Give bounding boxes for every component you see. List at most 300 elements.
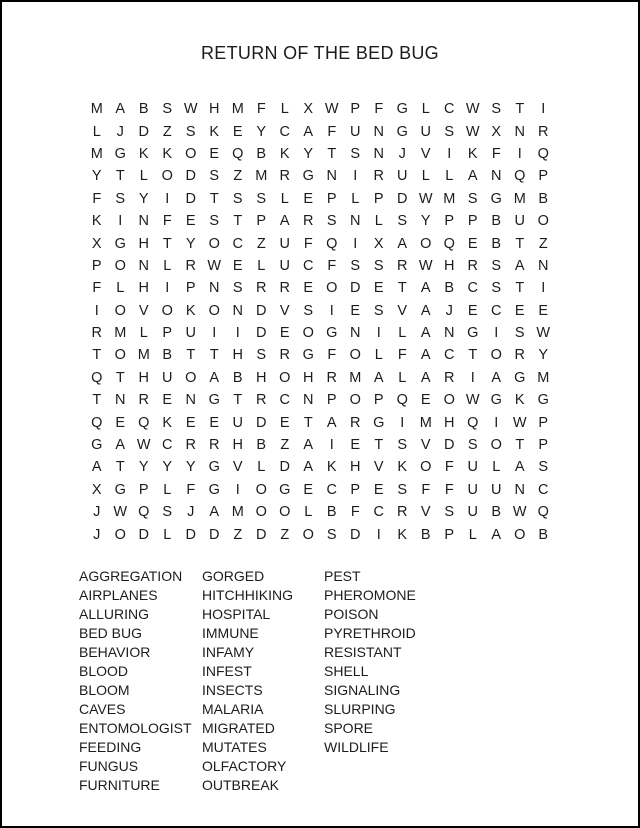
- grid-letter[interactable]: E: [209, 414, 220, 431]
- grid-letter[interactable]: S: [491, 280, 502, 297]
- grid-letter[interactable]: A: [420, 347, 431, 364]
- grid-letter[interactable]: F: [256, 101, 266, 118]
- grid-letter[interactable]: E: [467, 235, 478, 252]
- grid-letter[interactable]: E: [467, 302, 478, 319]
- grid-letter[interactable]: Q: [138, 504, 150, 521]
- grid-letter[interactable]: S: [444, 123, 455, 140]
- grid-letter[interactable]: S: [350, 145, 361, 162]
- grid-letter[interactable]: D: [185, 526, 196, 543]
- grid-letter[interactable]: O: [114, 526, 126, 543]
- grid-letter[interactable]: L: [468, 526, 477, 543]
- word-list-item[interactable]: FUNGUS: [79, 757, 139, 774]
- grid-letter[interactable]: V: [373, 459, 384, 476]
- grid-letter[interactable]: W: [324, 101, 339, 118]
- grid-letter[interactable]: D: [256, 325, 267, 342]
- grid-letter[interactable]: Z: [280, 437, 290, 454]
- word-list-item[interactable]: SHELL: [324, 662, 369, 679]
- grid-letter[interactable]: O: [326, 280, 338, 297]
- grid-letter[interactable]: O: [420, 235, 432, 252]
- grid-letter[interactable]: L: [374, 347, 383, 364]
- grid-letter[interactable]: R: [209, 437, 220, 454]
- grid-letter[interactable]: W: [536, 325, 551, 342]
- grid-letter[interactable]: K: [514, 392, 525, 409]
- grid-letter[interactable]: V: [420, 437, 431, 454]
- grid-letter[interactable]: C: [538, 481, 549, 498]
- word-list-item[interactable]: GORGED: [202, 567, 265, 584]
- grid-letter[interactable]: D: [185, 190, 196, 207]
- grid-letter[interactable]: M: [537, 369, 550, 386]
- grid-letter[interactable]: K: [185, 302, 196, 319]
- grid-letter[interactable]: H: [303, 369, 314, 386]
- grid-letter[interactable]: U: [420, 123, 431, 140]
- grid-letter[interactable]: O: [208, 302, 220, 319]
- word-list-item[interactable]: OUTBREAK: [202, 776, 280, 793]
- grid-letter[interactable]: X: [303, 101, 314, 118]
- grid-letter[interactable]: R: [279, 280, 290, 297]
- grid-letter[interactable]: Z: [256, 235, 266, 252]
- grid-letter[interactable]: E: [538, 302, 549, 319]
- grid-letter[interactable]: G: [302, 168, 314, 185]
- grid-letter[interactable]: T: [233, 392, 243, 409]
- grid-letter[interactable]: N: [209, 280, 220, 297]
- word-list-item[interactable]: POISON: [324, 605, 379, 622]
- grid-letter[interactable]: A: [491, 526, 502, 543]
- grid-letter[interactable]: L: [445, 168, 454, 185]
- grid-letter[interactable]: E: [209, 145, 220, 162]
- grid-letter[interactable]: M: [349, 369, 362, 386]
- grid-letter[interactable]: L: [421, 101, 430, 118]
- grid-letter[interactable]: F: [92, 190, 102, 207]
- word-list-item[interactable]: ALLURING: [79, 605, 150, 622]
- grid-letter[interactable]: Q: [537, 504, 549, 521]
- word-list-item[interactable]: ENTOMOLOGIST: [79, 719, 192, 736]
- grid-letter[interactable]: L: [116, 280, 125, 297]
- grid-letter[interactable]: R: [397, 504, 408, 521]
- word-list-item[interactable]: WILDLIFE: [324, 738, 389, 755]
- grid-letter[interactable]: V: [279, 302, 290, 319]
- grid-letter[interactable]: A: [514, 257, 525, 274]
- grid-letter[interactable]: L: [257, 257, 266, 274]
- grid-letter[interactable]: Y: [538, 347, 549, 364]
- grid-letter[interactable]: A: [115, 437, 126, 454]
- grid-letter[interactable]: W: [113, 504, 128, 521]
- grid-letter[interactable]: B: [232, 369, 243, 386]
- grid-letter[interactable]: F: [327, 347, 337, 364]
- grid-letter[interactable]: I: [376, 526, 381, 543]
- grid-letter[interactable]: U: [397, 168, 408, 185]
- grid-letter[interactable]: I: [212, 325, 217, 342]
- grid-letter[interactable]: G: [279, 481, 291, 498]
- grid-letter[interactable]: F: [327, 123, 337, 140]
- grid-letter[interactable]: R: [91, 325, 102, 342]
- grid-letter[interactable]: D: [279, 459, 290, 476]
- grid-letter[interactable]: T: [515, 437, 525, 454]
- grid-letter[interactable]: J: [93, 526, 101, 543]
- grid-letter[interactable]: D: [256, 302, 267, 319]
- grid-letter[interactable]: J: [93, 504, 101, 521]
- grid-letter[interactable]: Y: [420, 213, 431, 230]
- grid-letter[interactable]: E: [373, 481, 384, 498]
- grid-letter[interactable]: I: [329, 437, 334, 454]
- grid-letter[interactable]: T: [515, 101, 525, 118]
- grid-letter[interactable]: L: [257, 459, 266, 476]
- grid-letter[interactable]: A: [209, 504, 220, 521]
- grid-letter[interactable]: O: [349, 392, 361, 409]
- grid-letter[interactable]: C: [467, 280, 478, 297]
- grid-letter[interactable]: Z: [280, 526, 290, 543]
- grid-letter[interactable]: G: [91, 437, 103, 454]
- grid-letter[interactable]: S: [467, 437, 478, 454]
- grid-letter[interactable]: P: [444, 213, 455, 230]
- grid-letter[interactable]: A: [279, 213, 290, 230]
- grid-letter[interactable]: T: [397, 280, 407, 297]
- grid-letter[interactable]: B: [326, 504, 337, 521]
- grid-letter[interactable]: H: [232, 347, 243, 364]
- grid-letter[interactable]: P: [373, 190, 384, 207]
- grid-letter[interactable]: M: [231, 504, 244, 521]
- grid-letter[interactable]: D: [397, 190, 408, 207]
- grid-letter[interactable]: S: [256, 190, 267, 207]
- grid-letter[interactable]: I: [94, 302, 99, 319]
- grid-letter[interactable]: T: [209, 347, 219, 364]
- grid-letter[interactable]: R: [138, 392, 149, 409]
- grid-letter[interactable]: D: [185, 168, 196, 185]
- grid-letter[interactable]: F: [327, 257, 337, 274]
- grid-letter[interactable]: Z: [233, 168, 243, 185]
- grid-letter[interactable]: F: [397, 347, 407, 364]
- grid-letter[interactable]: R: [279, 168, 290, 185]
- grid-letter[interactable]: S: [538, 459, 549, 476]
- grid-letter[interactable]: C: [162, 437, 173, 454]
- grid-letter[interactable]: F: [162, 213, 172, 230]
- grid-letter[interactable]: L: [163, 481, 172, 498]
- grid-letter[interactable]: T: [209, 190, 219, 207]
- grid-letter[interactable]: O: [161, 302, 173, 319]
- grid-letter[interactable]: R: [373, 168, 384, 185]
- grid-letter[interactable]: L: [304, 504, 313, 521]
- grid-letter[interactable]: Q: [326, 235, 338, 252]
- grid-letter[interactable]: F: [491, 145, 501, 162]
- grid-letter[interactable]: T: [303, 414, 313, 431]
- grid-letter[interactable]: N: [350, 213, 361, 230]
- grid-letter[interactable]: J: [398, 145, 406, 162]
- grid-letter[interactable]: T: [468, 347, 478, 364]
- grid-letter[interactable]: G: [208, 459, 220, 476]
- word-list-item[interactable]: AIRPLANES: [79, 586, 158, 603]
- grid-letter[interactable]: E: [420, 392, 431, 409]
- grid-letter[interactable]: T: [115, 459, 125, 476]
- grid-letter[interactable]: D: [444, 437, 455, 454]
- grid-letter[interactable]: E: [350, 437, 361, 454]
- grid-letter[interactable]: W: [207, 257, 222, 274]
- grid-letter[interactable]: T: [162, 235, 172, 252]
- grid-letter[interactable]: A: [467, 168, 478, 185]
- grid-letter[interactable]: P: [538, 437, 549, 454]
- grid-letter[interactable]: H: [138, 280, 149, 297]
- grid-letter[interactable]: B: [538, 526, 549, 543]
- grid-letter[interactable]: H: [444, 414, 455, 431]
- word-list-item[interactable]: AGGREGATION: [79, 567, 183, 584]
- grid-letter[interactable]: F: [421, 481, 431, 498]
- grid-letter[interactable]: K: [209, 123, 220, 140]
- grid-letter[interactable]: H: [350, 459, 361, 476]
- grid-letter[interactable]: U: [467, 459, 478, 476]
- grid-letter[interactable]: G: [208, 481, 220, 498]
- grid-letter[interactable]: T: [327, 145, 337, 162]
- grid-letter[interactable]: F: [303, 235, 313, 252]
- grid-letter[interactable]: R: [397, 257, 408, 274]
- grid-letter[interactable]: U: [350, 123, 361, 140]
- grid-letter[interactable]: W: [512, 414, 527, 431]
- grid-letter[interactable]: L: [351, 190, 360, 207]
- grid-letter[interactable]: O: [514, 526, 526, 543]
- grid-letter[interactable]: S: [514, 325, 525, 342]
- grid-letter[interactable]: D: [350, 280, 361, 297]
- grid-letter[interactable]: P: [185, 280, 196, 297]
- grid-letter[interactable]: F: [92, 280, 102, 297]
- grid-letter[interactable]: B: [538, 190, 549, 207]
- grid-letter[interactable]: N: [326, 168, 337, 185]
- grid-letter[interactable]: O: [279, 369, 291, 386]
- grid-letter[interactable]: K: [138, 145, 149, 162]
- grid-letter[interactable]: H: [256, 369, 267, 386]
- grid-letter[interactable]: O: [302, 325, 314, 342]
- word-list-item[interactable]: BLOOD: [79, 662, 129, 679]
- grid-letter[interactable]: N: [303, 392, 314, 409]
- grid-letter[interactable]: Q: [138, 414, 150, 431]
- grid-letter[interactable]: I: [235, 325, 240, 342]
- grid-letter[interactable]: K: [397, 526, 408, 543]
- grid-letter[interactable]: P: [256, 213, 267, 230]
- grid-letter[interactable]: G: [467, 325, 479, 342]
- grid-letter[interactable]: R: [350, 414, 361, 431]
- grid-letter[interactable]: T: [92, 347, 102, 364]
- grid-letter[interactable]: K: [91, 213, 102, 230]
- grid-letter[interactable]: M: [137, 347, 150, 364]
- grid-letter[interactable]: P: [350, 481, 361, 498]
- grid-letter[interactable]: E: [162, 392, 173, 409]
- grid-letter[interactable]: G: [396, 123, 408, 140]
- grid-letter[interactable]: F: [186, 481, 196, 498]
- grid-letter[interactable]: R: [303, 213, 314, 230]
- grid-letter[interactable]: K: [326, 459, 337, 476]
- grid-letter[interactable]: N: [232, 302, 243, 319]
- grid-letter[interactable]: E: [303, 481, 314, 498]
- grid-letter[interactable]: U: [232, 414, 243, 431]
- grid-letter[interactable]: I: [541, 280, 546, 297]
- grid-letter[interactable]: B: [491, 504, 502, 521]
- grid-letter[interactable]: O: [114, 347, 126, 364]
- grid-letter[interactable]: N: [350, 325, 361, 342]
- word-list-item[interactable]: BEHAVIOR: [79, 643, 151, 660]
- grid-letter[interactable]: S: [350, 257, 361, 274]
- grid-letter[interactable]: A: [373, 369, 384, 386]
- grid-letter[interactable]: E: [185, 213, 196, 230]
- grid-letter[interactable]: I: [494, 414, 499, 431]
- grid-letter[interactable]: Y: [185, 459, 196, 476]
- grid-letter[interactable]: H: [209, 101, 220, 118]
- grid-letter[interactable]: S: [232, 280, 243, 297]
- word-list-item[interactable]: SLURPING: [324, 700, 396, 717]
- grid-letter[interactable]: E: [279, 325, 290, 342]
- word-list-item[interactable]: MUTATES: [202, 738, 267, 755]
- grid-letter[interactable]: D: [256, 526, 267, 543]
- grid-letter[interactable]: D: [256, 414, 267, 431]
- grid-letter[interactable]: W: [512, 504, 527, 521]
- grid-letter[interactable]: E: [185, 414, 196, 431]
- grid-letter[interactable]: F: [374, 101, 384, 118]
- grid-letter[interactable]: L: [163, 257, 172, 274]
- grid-letter[interactable]: D: [138, 526, 149, 543]
- grid-letter[interactable]: W: [465, 101, 480, 118]
- grid-letter[interactable]: L: [280, 101, 289, 118]
- grid-letter[interactable]: N: [538, 257, 549, 274]
- grid-letter[interactable]: Y: [303, 145, 314, 162]
- grid-letter[interactable]: A: [491, 369, 502, 386]
- word-list-item[interactable]: PEST: [324, 567, 361, 584]
- grid-letter[interactable]: X: [373, 235, 384, 252]
- grid-letter[interactable]: Z: [162, 123, 172, 140]
- grid-letter[interactable]: O: [255, 504, 267, 521]
- grid-letter[interactable]: F: [444, 459, 454, 476]
- grid-letter[interactable]: E: [232, 257, 243, 274]
- grid-letter[interactable]: Q: [514, 168, 526, 185]
- grid-letter[interactable]: A: [326, 414, 337, 431]
- grid-letter[interactable]: I: [353, 168, 358, 185]
- grid-letter[interactable]: I: [118, 213, 123, 230]
- word-list-item[interactable]: INSECTS: [202, 681, 263, 698]
- grid-letter[interactable]: Z: [233, 526, 243, 543]
- word-list-item[interactable]: RESISTANT: [324, 643, 402, 660]
- grid-letter[interactable]: H: [232, 437, 243, 454]
- grid-letter[interactable]: C: [303, 257, 314, 274]
- grid-letter[interactable]: Y: [256, 123, 267, 140]
- grid-letter[interactable]: E: [303, 280, 314, 297]
- grid-letter[interactable]: V: [420, 145, 431, 162]
- word-list-item[interactable]: BED BUG: [79, 624, 143, 641]
- word-list-item[interactable]: HOSPITAL: [202, 605, 271, 622]
- word-list-item[interactable]: CAVES: [79, 700, 126, 717]
- grid-letter[interactable]: R: [326, 369, 337, 386]
- grid-letter[interactable]: U: [279, 235, 290, 252]
- grid-letter[interactable]: V: [397, 302, 408, 319]
- grid-letter[interactable]: N: [373, 123, 384, 140]
- grid-letter[interactable]: H: [138, 235, 149, 252]
- grid-letter[interactable]: C: [279, 123, 290, 140]
- grid-letter[interactable]: N: [444, 325, 455, 342]
- grid-letter[interactable]: G: [537, 392, 549, 409]
- word-list-item[interactable]: FEEDING: [79, 738, 142, 755]
- grid-letter[interactable]: X: [91, 481, 102, 498]
- grid-letter[interactable]: O: [490, 437, 502, 454]
- word-list-item[interactable]: MALARIA: [202, 700, 264, 717]
- word-list-item[interactable]: PHEROMONE: [324, 586, 416, 603]
- grid-letter[interactable]: L: [139, 168, 148, 185]
- grid-letter[interactable]: Q: [537, 145, 549, 162]
- grid-letter[interactable]: A: [209, 369, 220, 386]
- grid-letter[interactable]: D: [350, 526, 361, 543]
- grid-letter[interactable]: B: [256, 145, 267, 162]
- grid-letter[interactable]: A: [91, 459, 102, 476]
- grid-letter[interactable]: T: [115, 168, 125, 185]
- grid-letter[interactable]: C: [373, 504, 384, 521]
- grid-letter[interactable]: A: [397, 235, 408, 252]
- grid-letter[interactable]: Z: [538, 235, 548, 252]
- grid-letter[interactable]: I: [494, 325, 499, 342]
- grid-letter[interactable]: L: [92, 123, 101, 140]
- grid-letter[interactable]: R: [279, 347, 290, 364]
- grid-letter[interactable]: L: [492, 459, 501, 476]
- grid-letter[interactable]: A: [514, 459, 525, 476]
- grid-letter[interactable]: S: [397, 213, 408, 230]
- grid-letter[interactable]: P: [326, 190, 337, 207]
- grid-letter[interactable]: J: [116, 123, 124, 140]
- grid-letter[interactable]: W: [136, 437, 151, 454]
- grid-letter[interactable]: S: [373, 257, 384, 274]
- grid-letter[interactable]: G: [114, 481, 126, 498]
- grid-letter[interactable]: S: [397, 437, 408, 454]
- grid-letter[interactable]: U: [279, 257, 290, 274]
- grid-letter[interactable]: G: [114, 145, 126, 162]
- grid-letter[interactable]: K: [279, 145, 290, 162]
- grid-letter[interactable]: L: [139, 325, 148, 342]
- word-list-item[interactable]: SIGNALING: [324, 681, 401, 698]
- grid-letter[interactable]: E: [514, 302, 525, 319]
- grid-letter[interactable]: E: [115, 414, 126, 431]
- grid-letter[interactable]: P: [373, 392, 384, 409]
- grid-letter[interactable]: L: [280, 190, 289, 207]
- grid-letter[interactable]: Y: [138, 190, 149, 207]
- grid-letter[interactable]: O: [420, 459, 432, 476]
- grid-letter[interactable]: P: [91, 257, 102, 274]
- grid-letter[interactable]: L: [398, 369, 407, 386]
- grid-letter[interactable]: P: [444, 526, 455, 543]
- grid-letter[interactable]: N: [514, 481, 525, 498]
- grid-letter[interactable]: N: [514, 123, 525, 140]
- grid-letter[interactable]: A: [420, 280, 431, 297]
- grid-letter[interactable]: A: [303, 459, 314, 476]
- grid-letter[interactable]: B: [256, 437, 267, 454]
- grid-letter[interactable]: S: [232, 190, 243, 207]
- grid-letter[interactable]: C: [491, 302, 502, 319]
- grid-letter[interactable]: I: [235, 481, 240, 498]
- grid-letter[interactable]: T: [515, 235, 525, 252]
- grid-letter[interactable]: N: [138, 257, 149, 274]
- grid-letter[interactable]: C: [232, 235, 243, 252]
- grid-letter[interactable]: O: [490, 347, 502, 364]
- grid-letter[interactable]: X: [91, 235, 102, 252]
- grid-letter[interactable]: U: [467, 481, 478, 498]
- grid-letter[interactable]: I: [353, 235, 358, 252]
- grid-letter[interactable]: R: [444, 369, 455, 386]
- grid-letter[interactable]: B: [444, 280, 455, 297]
- grid-letter[interactable]: I: [165, 190, 170, 207]
- grid-letter[interactable]: P: [538, 168, 549, 185]
- grid-letter[interactable]: S: [444, 504, 455, 521]
- grid-letter[interactable]: R: [514, 347, 525, 364]
- grid-letter[interactable]: N: [491, 168, 502, 185]
- grid-letter[interactable]: S: [256, 347, 267, 364]
- grid-letter[interactable]: I: [165, 280, 170, 297]
- grid-letter[interactable]: S: [209, 168, 220, 185]
- grid-letter[interactable]: R: [185, 437, 196, 454]
- grid-letter[interactable]: T: [515, 280, 525, 297]
- grid-letter[interactable]: I: [400, 414, 405, 431]
- word-list-item[interactable]: SPORE: [324, 719, 374, 736]
- grid-letter[interactable]: R: [256, 280, 267, 297]
- grid-letter[interactable]: W: [183, 101, 198, 118]
- grid-letter[interactable]: B: [138, 101, 149, 118]
